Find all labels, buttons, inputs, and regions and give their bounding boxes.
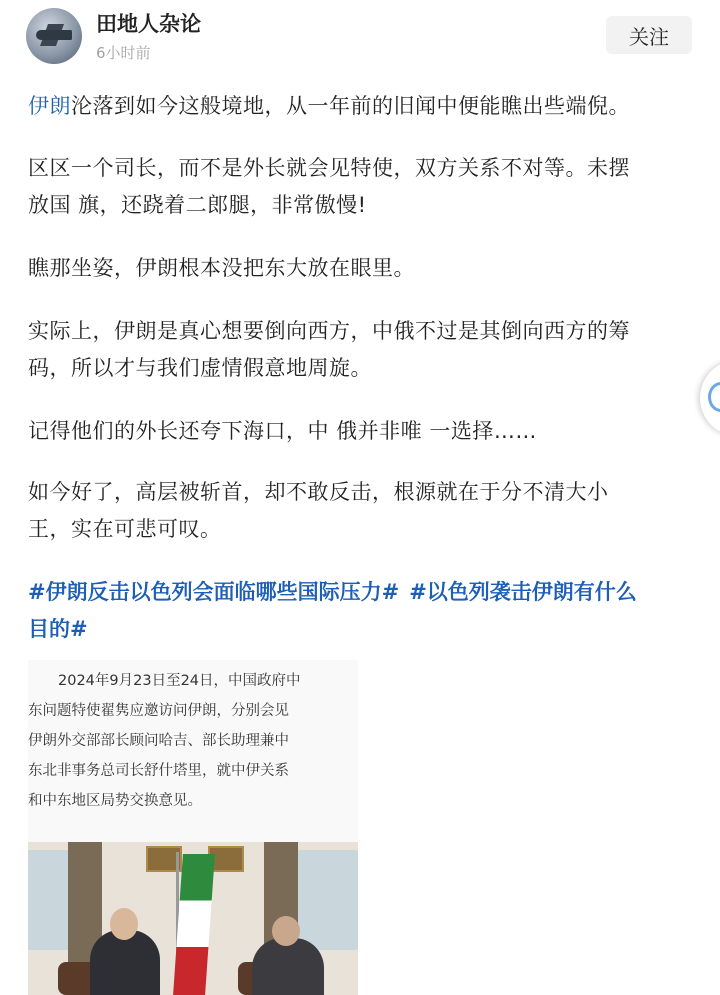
post-paragraph-4 <box>28 313 700 387</box>
paragraph-6-line-1: 如今好了，高层被斩首，却不敢反击，根源就在于分不清大小 <box>28 480 609 504</box>
floating-assistant-button[interactable] <box>700 360 720 436</box>
iran-flag-icon <box>173 854 215 995</box>
floating-assistant-icon <box>708 382 720 412</box>
embed-line-2: 东问题特使翟隽应邀访问伊朗，分别会见 <box>28 703 289 719</box>
post-header <box>0 0 720 80</box>
photo-person-left-head <box>110 908 138 940</box>
photo-window-right <box>298 850 358 950</box>
post-paragraph-5 <box>28 413 700 450</box>
photo-person-right-head <box>272 916 300 946</box>
photo-person-right <box>252 938 324 995</box>
paragraph-4-line-2: 码，所以才与我们虚情假意地周旋。 <box>28 356 372 380</box>
paragraph-3-text: 瞧那坐姿，伊朗根本没把东大放在眼里。 <box>28 256 415 280</box>
embed-line-5: 和中东地区局势交换意见。 <box>28 793 202 809</box>
post-paragraph-3 <box>28 250 700 287</box>
post-paragraph-1 <box>28 88 700 125</box>
embed-line-1: 2024年9月23日至24日，中国政府中 <box>58 673 301 689</box>
hashtag-link-2-cont[interactable]: 目的# <box>28 617 88 641</box>
topic-link-iran[interactable]: 伊朗 <box>28 94 71 118</box>
paragraph-2-line-2: 放国 旗，还跷着二郎腿，非常傲慢! <box>28 193 367 217</box>
follow-button[interactable]: 关注 <box>606 16 692 54</box>
paragraph-4-line-1: 实际上，伊朗是真心想要倒向西方，中俄不过是其倒向西方的筹 <box>28 319 630 343</box>
author-avatar[interactable] <box>26 8 82 64</box>
paragraph-6-line-2: 王，实在可悲可叹。 <box>28 517 222 541</box>
embed-line-4: 东北非事务总司长舒什塔里，就中伊关系 <box>28 763 289 779</box>
avatar-jet-icon <box>36 30 72 40</box>
hashtag-block <box>28 574 700 648</box>
paragraph-1-text: 沦落到如今这般境地，从一年前的旧闻中便能瞧出些端倪。 <box>71 94 630 118</box>
hashtag-link-1[interactable]: #伊朗反击以色列会面临哪些国际压力# <box>28 580 400 604</box>
author-name[interactable]: 田地人杂论 <box>96 12 201 36</box>
post-time: 6小时前 <box>96 44 151 62</box>
post-paragraph-2 <box>28 150 700 224</box>
embedded-screenshot[interactable] <box>28 660 358 995</box>
hashtag-link-2[interactable]: #以色列袭击伊朗有什么 <box>409 580 637 604</box>
paragraph-5-text: 记得他们的外长还夸下海口，中 俄并非唯 一选择…… <box>28 419 537 443</box>
embedded-news-text <box>28 666 358 816</box>
paragraph-2-line-1: 区区一个司长，而不是外长就会见特使，双方关系不对等。未摆 <box>28 156 630 180</box>
photo-window-left <box>28 850 68 950</box>
embed-line-3: 伊朗外交部部长顾问哈吉、部长助理兼中 <box>28 733 289 749</box>
post-paragraph-6 <box>28 474 700 548</box>
meeting-photo <box>28 842 358 995</box>
